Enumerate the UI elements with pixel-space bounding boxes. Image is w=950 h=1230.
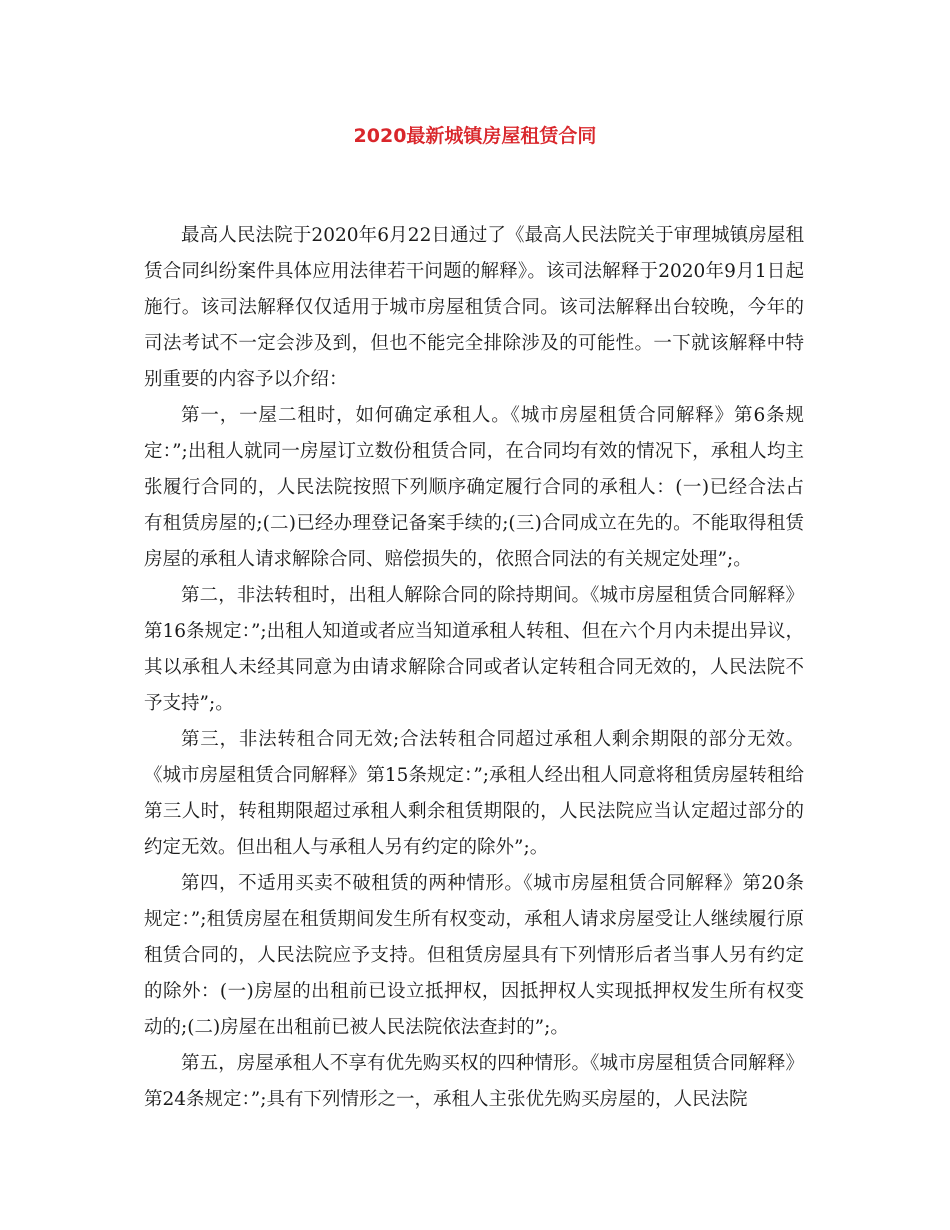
document-body <box>144 218 804 1118</box>
paragraph-fifth: 第五，房屋承租人不享有优先购买权的四种情形。《城市房屋租赁合同解释》第24条规定：”;具有下列情形之一，承租人主张优先购买房屋的，人民法院 <box>144 1053 804 1110</box>
paragraph-fourth: 第四，不适用买卖不破租赁的两种情形。《城市房屋租赁合同解释》第20条规定：”;租赁房屋在租赁期间发生所有权变动，承租人请求房屋受让人继续履行原租赁合同的，人民法院应予支持。但租赁房屋具有下列情形后者当事人另有约定的除外：(一)房屋的出租前已设立抵押权，因抵押权人实现抵押权发生所有权变动的;(二)房屋在出租前已被人民法院依法查封的”;。 <box>144 873 804 1038</box>
paragraph-second: 第二，非法转租时，出租人解除合同的除持期间。《城市房屋租赁合同解释》第16条规定：”;出租人知道或者应当知道承租人转租、但在六个月内未提出异议，其以承租人未经其同意为由请求解除合同或者认定转租合同无效的，人民法院不予支持”;。 <box>144 585 804 714</box>
paragraph-first: 第一，一屋二租时，如何确定承租人。《城市房屋租赁合同解释》第6条规定：”;出租人就同一房屋订立数份租赁合同，在合同均有效的情况下，承租人均主张履行合同的，人民法院按照下列顺序确定履行合同的承租人：(一)已经合法占有租赁房屋的;(二)已经办理登记备案手续的;(三)合同成立在先的。不能取得租赁房屋的承租人请求解除合同、赔偿损失的，依照合同法的有关规定处理”;。 <box>144 405 804 570</box>
paragraph-intro: 最高人民法院于2020年6月22日通过了《最高人民法院关于审理城镇房屋租赁合同纠纷案件具体应用法律若干问题的解释》。该司法解释于2020年9月1日起施行。该司法解释仅仅适用于城市房屋租赁合同。该司法解释出台较晚，今年的司法考试不一定会涉及到，但也不能完全排除涉及的可能性。一下就该解释中特别重要的内容予以介绍： <box>144 225 804 390</box>
paragraph-third: 第三，非法转租合同无效;合法转租合同超过承租人剩余期限的部分无效。《城市房屋租赁合同解释》第15条规定：”;承租人经出租人同意将租赁房屋转租给第三人时，转租期限超过承租人剩余租赁期限的，人民法院应当认定超过部分的约定无效。但出租人与承租人另有约定的除外”;。 <box>144 729 804 858</box>
document-title: 2020最新城镇房屋租赁合同 <box>353 125 597 147</box>
